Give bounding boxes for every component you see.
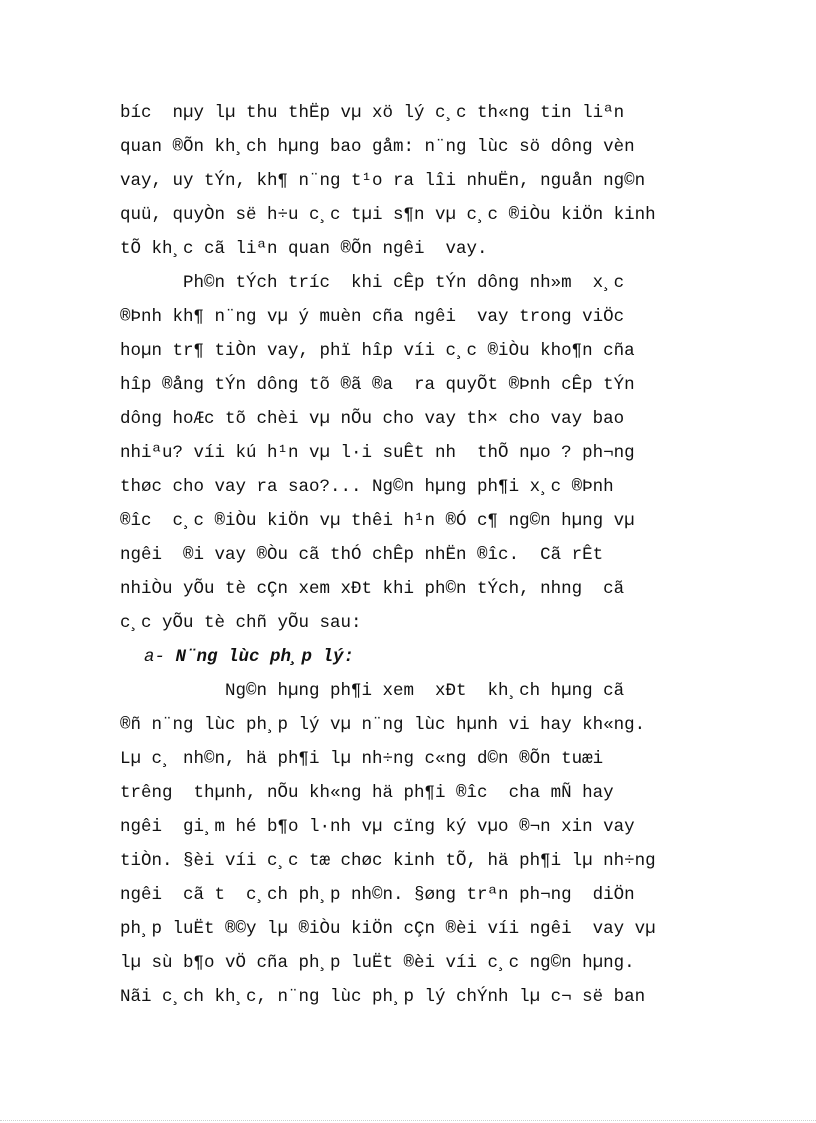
text-line: ngêi cã t c¸ch ph¸p nh©n. §øng trªn ph¬ng diÖn (120, 885, 635, 905)
text-line: ®Þnh kh¶ n¨ng vµ ý muèn cña ngêi vay trong viÖc (120, 307, 625, 327)
text-line: c¸c yÕu tè chñ yÕu sau: (120, 613, 362, 633)
text-line: tÕ kh¸c cã liªn quan ®Õn ngêi vay. (120, 239, 488, 259)
text-line: hoµn tr¶ tiÒn vay, phï hîp víi c¸c ®iÒu kho¶n cña (120, 341, 635, 361)
section-heading-title: N¨ng lùc ph¸p lý: (175, 647, 355, 667)
section-heading-prefix: a- (144, 647, 176, 667)
text-line: Ph©n tÝch tríc khi cÊp tÝn dông nh»m x¸c (120, 273, 625, 293)
text-line: ngêi ®i vay ®Òu cã thÓ chÊp nhËn ®îc. Cã rÊt (120, 545, 604, 565)
text-line: trêng thµnh, nÕu kh«ng hä ph¶i ®îc cha mÑ hay (120, 783, 614, 803)
text-line: ngêi gi¸m hé b¶o l·nh vµ cïng ký vµo ®¬n xin vay (120, 817, 635, 837)
text-line: ®ñ n¨ng lùc ph¸p lý vµ n¨ng lùc hµnh vi hay kh«ng. (120, 715, 646, 735)
text-line: nhiªu? víi kú h¹n vµ l·i suÊt nh thÕ nµo ? ph¬ng (120, 443, 635, 463)
text-line: dông hoÆc tõ chèi vµ nÕu cho vay th× cho vay bao (120, 409, 625, 429)
text-line: bíc nµy lµ thu thËp vµ xö lý c¸c th«ng tin liªn (120, 103, 625, 123)
text-line: Lµ c¸ nh©n, hä ph¶i lµ nh÷ng c«ng d©n ®Õn tuæi (120, 749, 604, 769)
text-line: hîp ®ång tÝn dông tõ ®ã ®a ra quyÕt ®Þnh cÊp tÝn (120, 375, 635, 395)
section-heading (144, 640, 354, 674)
text-line: ®îc c¸c ®iÒu kiÖn vµ thêi h¹n ®Ó c¶ ng©n hµng vµ (120, 511, 635, 531)
page-bottom-divider (0, 1120, 816, 1121)
text-line: nhiÒu yÕu tè cÇn xem xÐt khi ph©n tÝch, nhng cã (120, 579, 625, 599)
text-line: tiÒn. §èi víi c¸c tæ chøc kinh tÕ, hä ph¶i lµ nh÷ng (120, 851, 656, 871)
text-line: Nãi c¸ch kh¸c, n¨ng lùc ph¸p lý chÝnh lµ c¬ së ban (120, 987, 646, 1007)
text-line: ph¸p luËt ®©y lµ ®iÒu kiÖn cÇn ®èi víi ngêi vay vµ (120, 919, 656, 939)
text-line: quü, quyÒn së h÷u c¸c tµi s¶n vµ c¸c ®iÒu kiÖn kinh (120, 205, 656, 225)
text-line: lµ sù b¶o vÖ cña ph¸p luËt ®èi víi c¸c ng©n hµng. (120, 953, 635, 973)
text-line: thøc cho vay ra sao?... Ng©n hµng ph¶i x¸c ®Þnh (120, 477, 614, 497)
text-line: quan ®Õn kh¸ch hµng bao gåm: n¨ng lùc sö dông vèn (120, 137, 635, 157)
text-line: vay, uy tÝn, kh¶ n¨ng t¹o ra lîi nhuËn, nguån ng©n (120, 171, 646, 191)
text-line: Ng©n hµng ph¶i xem xÐt kh¸ch hµng cã (120, 681, 625, 701)
